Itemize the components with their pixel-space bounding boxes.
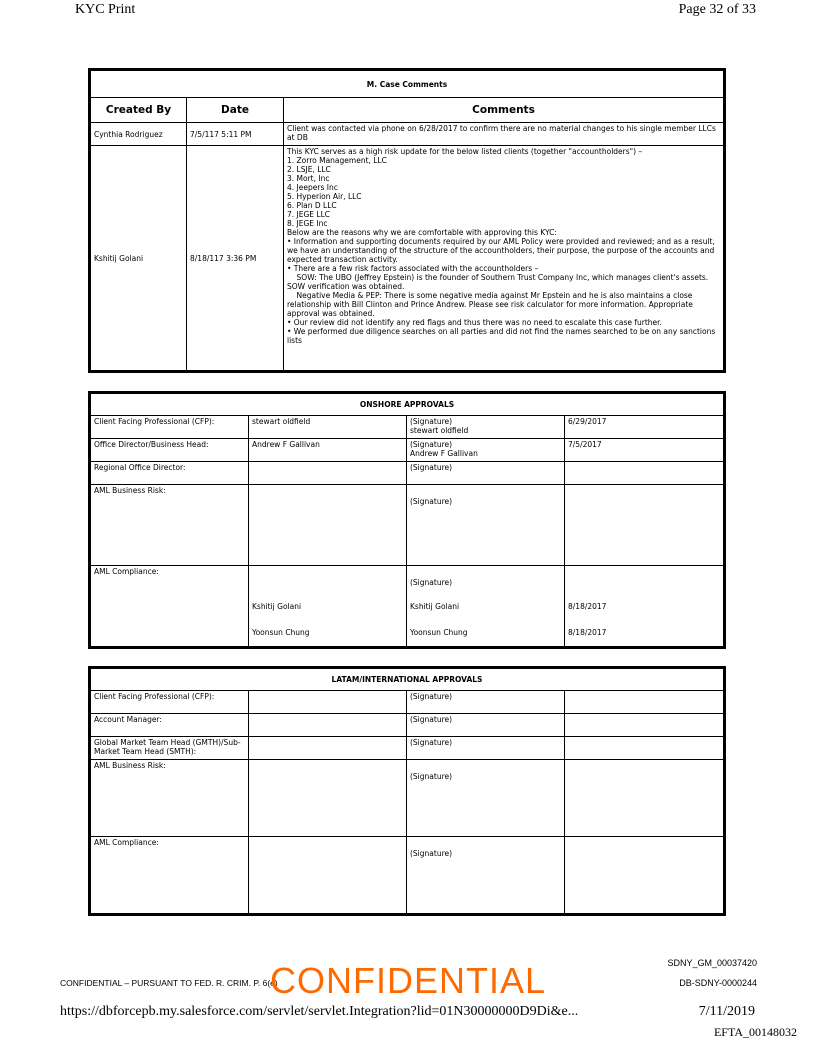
bates-number-secondary: DB-SDNY-0000244 (679, 978, 757, 988)
aml-compliance-date: 8/18/2017 (568, 628, 607, 637)
table-row (91, 837, 724, 914)
comment-line: 7. JEGE LLC (287, 210, 331, 219)
comment-line: 2. LSJE, LLC (287, 165, 331, 174)
signature-label: (Signature) (410, 578, 453, 587)
comment-author: Cynthia Rodriguez (91, 123, 187, 146)
office-director-date: 7/5/2017 (565, 439, 724, 462)
comment-date: 8/18/117 3:36 PM (187, 146, 284, 371)
account-manager-label: Account Manager: (91, 714, 249, 737)
comment-line: 8. JEGE Inc (287, 219, 328, 228)
column-header-date: Date (187, 98, 284, 123)
signature-name: stewart oldfield (410, 426, 469, 435)
empty-cell (565, 837, 724, 914)
comment-line: • We performed due diligence searches on all parties and did not find the names searched to be on any sanctions lists (287, 327, 718, 345)
onshore-approvals-title: ONSHORE APPROVALS (91, 394, 724, 416)
aml-compliance-signatures (407, 566, 565, 647)
signature-name: Yoonsun Chung (410, 628, 468, 637)
onshore-approvals-section (88, 391, 726, 649)
comment-line: 4. Jeepers Inc (287, 183, 338, 192)
latam-aml-compliance-signature: (Signature) (407, 837, 565, 914)
signature-name: Kshitij Golani (410, 602, 460, 611)
empty-cell (249, 691, 407, 714)
signature-label: (Signature) (410, 440, 453, 449)
table-row (91, 760, 724, 837)
case-comments-section (88, 68, 726, 373)
table-row (91, 462, 724, 485)
comment-line: • There are a few risk factors associated with the accountholders – (287, 264, 539, 273)
empty-cell (565, 485, 724, 566)
comment-line: Negative Media & PEP: There is some negative media against Mr Epstein and he is also maintains a close relationship with Bill Clinton and Prince Andrew. Please see risk calculator for more information. Appropriate approval was obtained. (287, 291, 696, 318)
table-row (91, 485, 724, 566)
aml-compliance-name: Yoonsun Chung (252, 628, 310, 637)
case-comments-title: M. Case Comments (91, 71, 724, 98)
comment-line: SOW: The UBO (Jeffrey Epstein) is the founder of Southern Trust Company Inc, which manages client's assets. SOW verification was obtained. (287, 273, 711, 291)
latam-approvals-section (88, 666, 726, 916)
latam-cfp-label: Client Facing Professional (CFP): (91, 691, 249, 714)
table-row (91, 691, 724, 714)
aml-business-risk-label: AML Business Risk: (91, 485, 249, 566)
empty-cell (565, 737, 724, 760)
comment-author: Kshitij Golani (91, 146, 187, 371)
cfp-name: stewart oldfield (249, 416, 407, 439)
latam-aml-compliance-label: AML Compliance: (91, 837, 249, 914)
table-row (91, 737, 724, 760)
empty-cell (565, 760, 724, 837)
cfp-label: Client Facing Professional (CFP): (91, 416, 249, 439)
regional-director-signature: (Signature) (407, 462, 565, 485)
comment-line: This KYC serves as a high risk update for the below listed clients (together "accountholders") – (287, 147, 643, 156)
column-header-created-by: Created By (91, 98, 187, 123)
table-row (91, 439, 724, 462)
aml-compliance-names (249, 566, 407, 647)
comment-line: • Information and supporting documents required by our AML Policy were provided and reviewed; and as a result, we have an understanding of the structure of the accountholders, their purpose, the purpose of the accounts and expected transaction activity. (287, 237, 718, 264)
table-row (91, 714, 724, 737)
gmth-signature: (Signature) (407, 737, 565, 760)
efta-number: EFTA_00148032 (713, 1025, 797, 1039)
empty-cell (249, 760, 407, 837)
source-url: https://dbforcepb.my.salesforce.com/servlet/servlet.Integration?lid=01N30000000D9Di&e... (60, 1004, 579, 1019)
office-director-signature (407, 439, 565, 462)
aml-compliance-dates (565, 566, 724, 647)
print-date: 7/11/2019 (698, 1004, 755, 1019)
table-row (91, 146, 724, 371)
empty-cell (249, 485, 407, 566)
aml-compliance-name: Kshitij Golani (252, 602, 302, 611)
comment-line: 5. Hyperion Air, LLC (287, 192, 362, 201)
page-number: Page 32 of 33 (678, 2, 756, 17)
empty-cell (565, 691, 724, 714)
cfp-date: 6/29/2017 (565, 416, 724, 439)
office-director-name: Andrew F Gallivan (249, 439, 407, 462)
comment-line: 3. Mort, Inc (287, 174, 330, 183)
comment-date: 7/5/117 5:11 PM (187, 123, 284, 146)
regional-director-label: Regional Office Director: (91, 462, 249, 485)
aml-compliance-date: 8/18/2017 (568, 602, 607, 611)
account-manager-signature: (Signature) (407, 714, 565, 737)
empty-cell (565, 714, 724, 737)
document-title: KYC Print (75, 2, 136, 17)
cfp-signature (407, 416, 565, 439)
bates-number-primary: SDNY_GM_00037420 (667, 958, 757, 968)
latam-approvals-title: LATAM/INTERNATIONAL APPROVALS (91, 669, 724, 691)
latam-cfp-signature: (Signature) (407, 691, 565, 714)
empty-cell (249, 837, 407, 914)
latam-aml-business-risk-signature: (Signature) (407, 760, 565, 837)
comment-text: Client was contacted via phone on 6/28/2017 to confirm there are no material changes to his single member LLCs at DB (284, 123, 724, 146)
comment-line: 6. Plan D LLC (287, 201, 337, 210)
comment-text (284, 146, 724, 371)
confidential-stamp: CONFIDENTIAL (270, 960, 547, 1001)
table-row (91, 416, 724, 439)
signature-name: Andrew F Gallivan (410, 449, 478, 458)
empty-cell (249, 462, 407, 485)
comment-line: 1. Zorro Management, LLC (287, 156, 387, 165)
gmth-label: Global Market Team Head (GMTH)/Sub-Market Team Head (SMTH): (91, 737, 249, 760)
empty-cell (249, 737, 407, 760)
comment-line: Below are the reasons why we are comfortable with approving this KYC: (287, 228, 557, 237)
confidential-note: CONFIDENTIAL – PURSUANT TO FED. R. CRIM. P. 6(e) (60, 978, 278, 988)
office-director-label: Office Director/Business Head: (91, 439, 249, 462)
column-header-comments: Comments (284, 98, 724, 123)
empty-cell (565, 462, 724, 485)
signature-label: (Signature) (410, 417, 453, 426)
latam-aml-business-risk-label: AML Business Risk: (91, 760, 249, 837)
comment-line: • Our review did not identify any red flags and thus there was no need to escalate this case further. (287, 318, 662, 327)
table-row (91, 123, 724, 146)
aml-business-risk-signature: (Signature) (407, 485, 565, 566)
table-row (91, 566, 724, 647)
aml-compliance-label: AML Compliance: (91, 566, 249, 647)
empty-cell (249, 714, 407, 737)
